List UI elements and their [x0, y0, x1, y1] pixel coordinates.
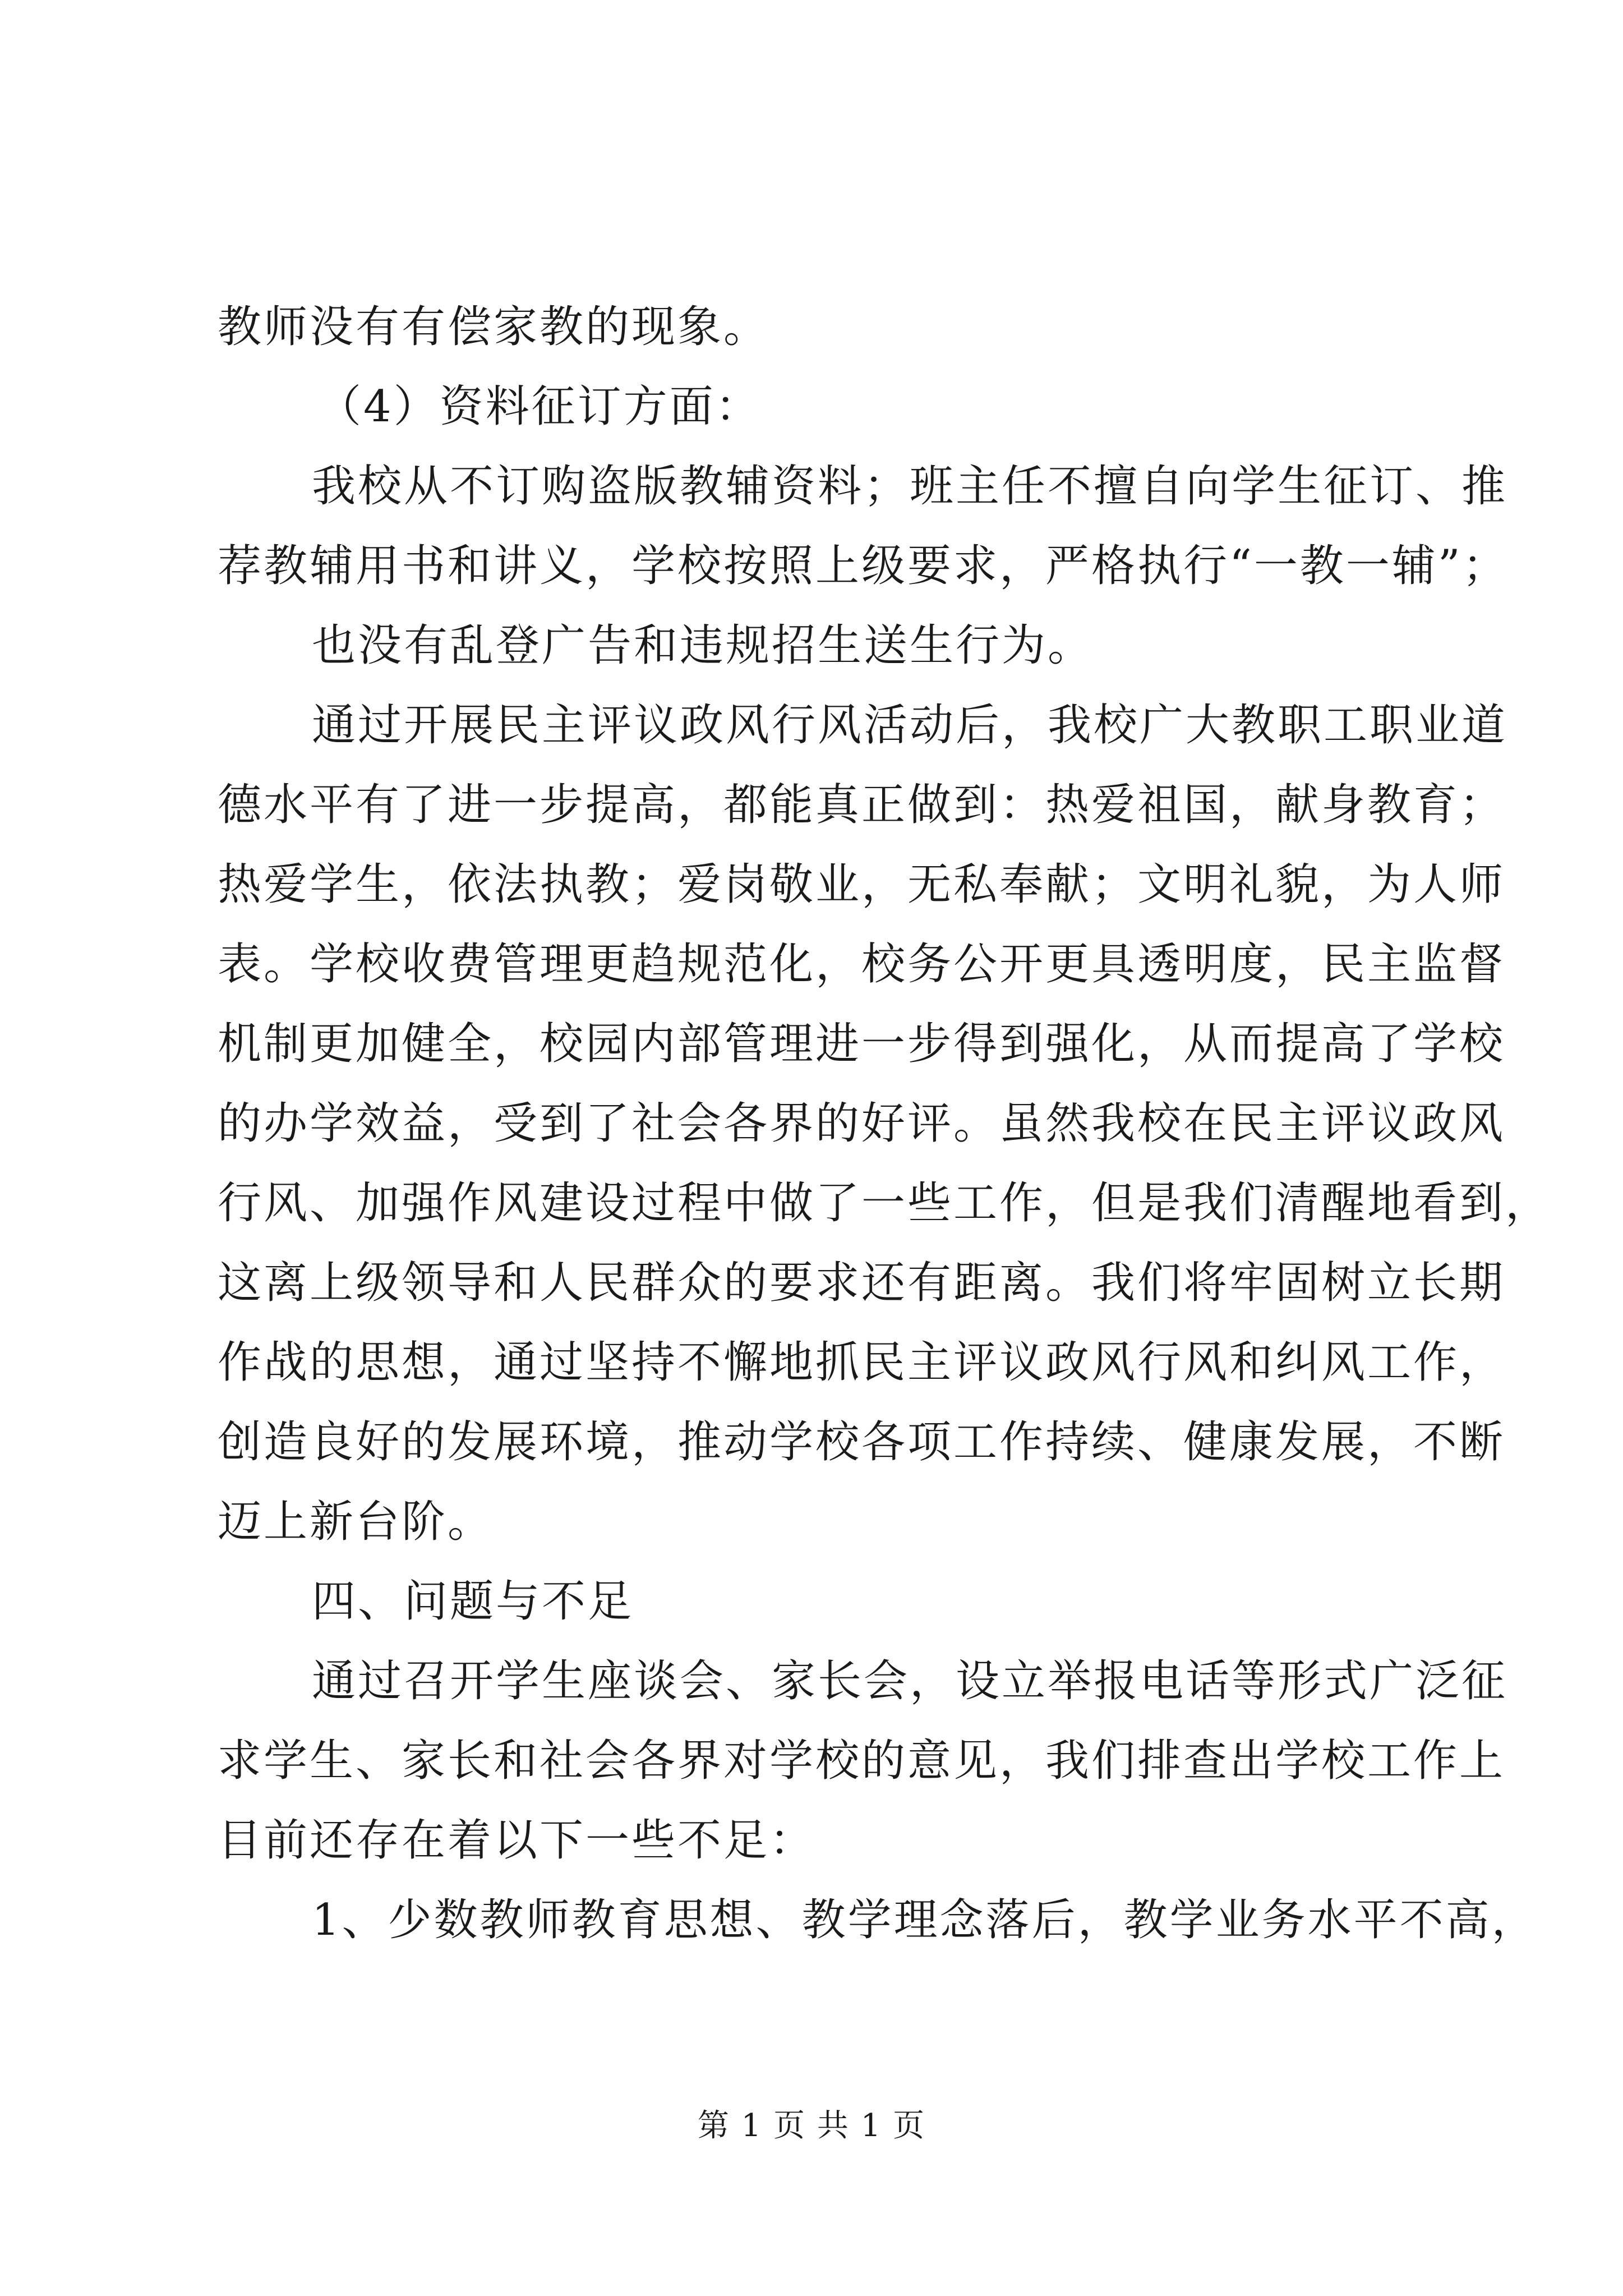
text-line: 表。学校收费管理更趋规范化，校务公开更具透明度，民主监督 [218, 939, 1506, 990]
text-line: 求学生、家长和社会各界对学校的意见，我们排查出学校工作上 [218, 1736, 1506, 1786]
section-heading: 四、问题与不足 [312, 1576, 634, 1627]
text-line: 的办学效益，受到了社会各界的好评。虽然我校在民主评议政风 [218, 1098, 1506, 1149]
document-body [218, 287, 1552, 1960]
text-line: 教师没有有偿家教的现象。 [218, 302, 770, 352]
text-line: 德水平有了进一步提高，都能真正做到：热爱祖国，献身教育； [218, 780, 1506, 830]
text-line: 目前还存在着以下一些不足： [218, 1815, 816, 1866]
paragraph-start: 我校从不订购盗版教辅资料；班主任不擅自向学生征订、推 [312, 461, 1508, 512]
paragraph-start: 通过开展民主评议政风行风活动后，我校广大教职工职业道 [312, 700, 1508, 751]
list-item: 1、少数教师教育思想、教学理念落后，教学业务水平不高， [312, 1895, 1538, 1945]
text-line: 荐教辅用书和讲义，学校按照上级要求，严格执行“一教一辅”； [218, 541, 1509, 591]
text-line: 这离上级领导和人民群众的要求还有距离。我们将牢固树立长期 [218, 1258, 1506, 1308]
section-heading: （4）资料征订方面： [317, 381, 762, 432]
text-line: 热爱学生，依法执教；爱岗敬业，无私奉献；文明礼貌，为人师 [218, 859, 1506, 910]
paragraph-start: 通过召开学生座谈会、家长会，设立举报电话等形式广泛征 [312, 1656, 1508, 1706]
text-line: 创造良好的发展环境，推动学校各项工作持续、健康发展，不断 [218, 1417, 1506, 1467]
text-line: 行风、加强作风建设过程中做了一些工作，但是我们清醒地看到， [218, 1178, 1552, 1228]
text-line: 迈上新台阶。 [218, 1497, 494, 1547]
paragraph-start: 也没有乱登广告和违规招生送生行为。 [312, 620, 1094, 671]
text-line: 作战的思想，通过坚持不懈地抓民主评议政风行风和纠风工作， [218, 1337, 1506, 1388]
page-footer: 第 1 页 共 1 页 [697, 2108, 926, 2144]
text-line: 机制更加健全，校园内部管理进一步得到强化，从而提高了学校 [218, 1019, 1506, 1069]
